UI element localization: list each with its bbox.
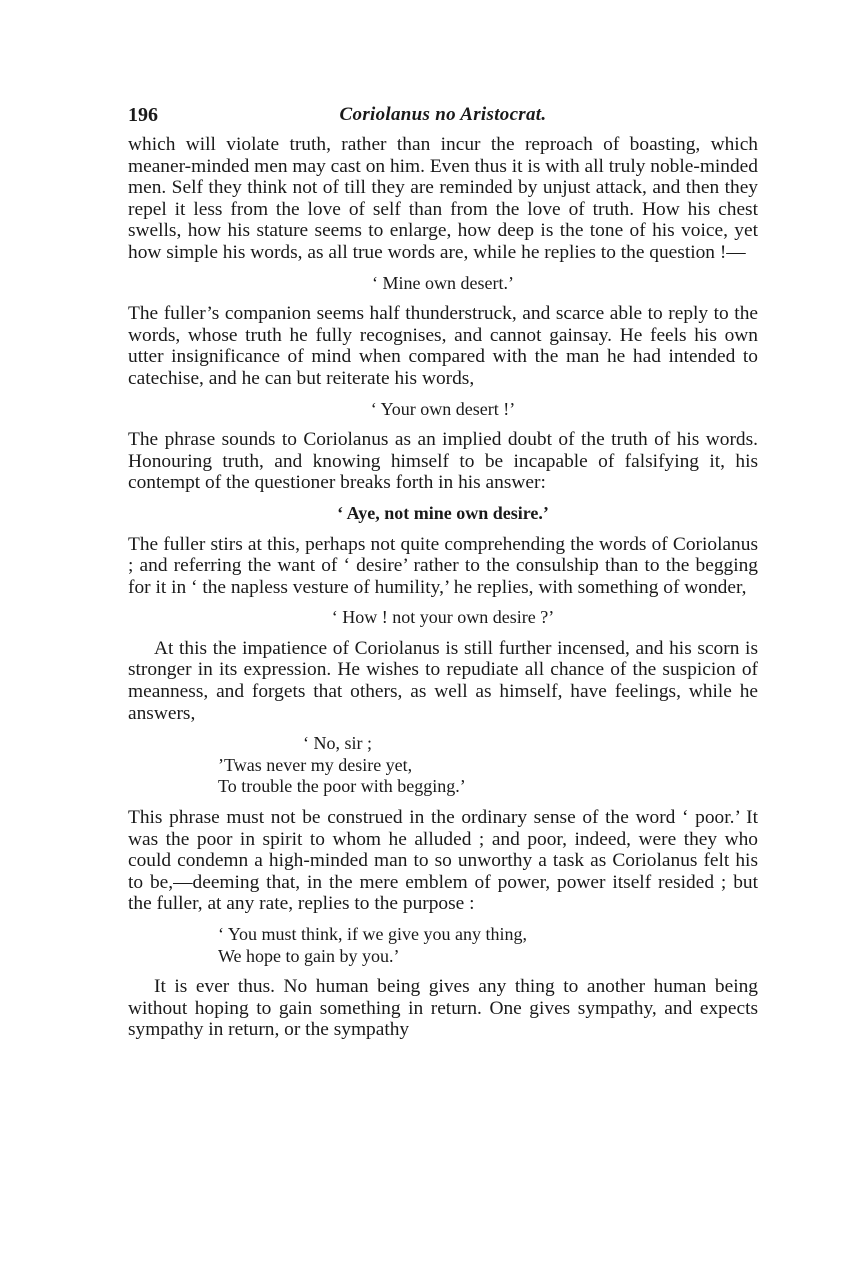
quote-your-own-desert: ‘ Your own desert !’ <box>370 398 516 419</box>
quote-aye-not-mine-own-desire: ‘ Aye, not mine own desire.’ <box>337 502 549 523</box>
paragraph-1: which will violate truth, rather than incur the reproach of boasting, which meaner-minded men may cast on him. Even thus it is with all truly noble-minded men. Self they think not of till they are reminded by unjust attack, and then they repel it less from the love of self than from the love of truth. How his chest swells, how his stature seems to enlarge, how deep is the tone of his voice, yet how simple his words, as all true words are, while he replies to the question !— <box>128 134 758 263</box>
paragraph-3: The phrase sounds to Coriolanus as an implied doubt of the truth of his words. Honouring truth, and knowing himself to be incapable of falsifying it, his contempt of the questioner breaks forth in his answer: <box>128 429 758 494</box>
verse-line: ‘ You must think, if we give you any thing, <box>218 924 527 944</box>
verse-quote-you-must-think <box>128 915 758 976</box>
paragraph-5: At this the impatience of Coriolanus is still further incensed, and his scorn is stronger in its expression. He wishes to repudiate all chance of the suspicion of meanness, and forgets that others, as well as himself, have feelings, while he answers, <box>128 637 758 724</box>
running-title: Coriolanus no Aristocrat. <box>339 104 547 125</box>
verse-line: We hope to gain by you.’ <box>218 945 400 966</box>
book-page <box>128 104 758 1041</box>
page-number: 196 <box>128 104 158 126</box>
paragraph-4: The fuller stirs at this, perhaps not quite comprehending the words of Coriolanus ; and referring the want of ‘ desire’ rather to the consulship than to the begging for it in ‘ the napless vesture of humility,’ he replies, with something of wonder, <box>128 533 758 598</box>
verse-quote-no-sir <box>128 724 758 807</box>
verse-line: ’Twas never my desire yet, <box>218 754 413 775</box>
paragraph-7: It is ever thus. No human being gives any thing to another human being without hoping to gain something in return. One gives sympathy, and expects sympathy in return, or the sympathy <box>128 976 758 1041</box>
quote-mine-own-desert: ‘ Mine own desert.’ <box>372 272 514 293</box>
quote-how-not-your-own-desire: ‘ How ! not your own desire ?’ <box>331 607 555 628</box>
paragraph-6: This phrase must not be construed in the ordinary sense of the word ‘ poor.’ It was the poor in spirit to whom he alluded ; and poor, indeed, were they who could condemn a high-minded man to so unworthy a task as Coriolanus felt his to be,—deeming that, in the mere emblem of power, power itself resided ; but the fuller, at any rate, replies to the purpose : <box>128 807 758 915</box>
paragraph-2: The fuller’s companion seems half thunderstruck, and scarce able to reply to the words, whose truth he fully recognises, and cannot gainsay. He feels his own utter insignificance of mind when compared with the man he had intended to catechise, and he can but reiterate his words, <box>128 303 758 389</box>
verse-line: To trouble the poor with begging.’ <box>218 776 466 797</box>
running-head <box>128 104 758 134</box>
verse-line: ‘ No, sir ; <box>303 733 372 754</box>
